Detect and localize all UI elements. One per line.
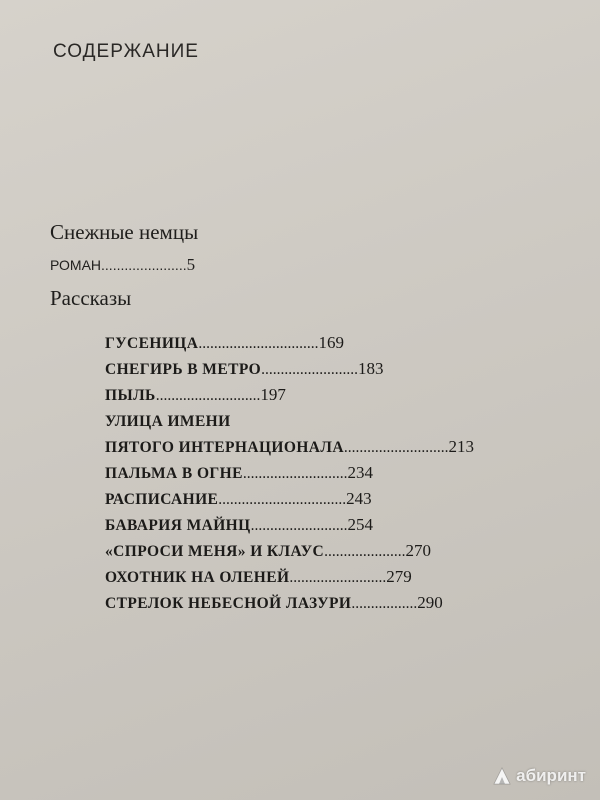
toc-entry[interactable] bbox=[105, 382, 474, 408]
page-number: 290 bbox=[417, 593, 443, 612]
story-title: СТРЕЛОК НЕБЕСНОЙ ЛАЗУРИ bbox=[105, 595, 352, 612]
dot-leader: ......................... bbox=[289, 569, 387, 586]
stories-list bbox=[105, 330, 474, 616]
toc-entry[interactable] bbox=[105, 356, 474, 382]
dot-leader: ................. bbox=[351, 595, 418, 612]
labirint-watermark bbox=[492, 766, 586, 786]
contents-title: СОДЕРЖАНИЕ bbox=[53, 41, 199, 62]
toc-entry[interactable] bbox=[105, 408, 474, 434]
toc-entry[interactable] bbox=[105, 486, 474, 512]
dot-leader: ...................... bbox=[101, 257, 187, 273]
page-number: 234 bbox=[347, 463, 373, 482]
story-title: ОХОТНИК НА ОЛЕНЕЙ bbox=[105, 569, 290, 586]
page-number: 279 bbox=[386, 567, 412, 586]
stories-heading: Рассказы bbox=[50, 286, 132, 310]
story-title: ГУСЕНИЦА bbox=[105, 335, 199, 352]
page-number: 254 bbox=[347, 515, 373, 534]
dot-leader: ................................. bbox=[218, 491, 347, 508]
toc-entry[interactable] bbox=[105, 538, 474, 564]
labirint-logo-icon bbox=[492, 766, 512, 786]
toc-entry[interactable] bbox=[105, 564, 474, 590]
dot-leader: ......................... bbox=[261, 361, 358, 378]
dot-leader: ........................... bbox=[343, 439, 449, 456]
story-title: ПАЛЬМА В ОГНЕ bbox=[105, 465, 243, 482]
story-title: БАВАРИЯ МАЙНЦ bbox=[105, 517, 251, 534]
watermark-text: абиринт bbox=[516, 766, 586, 785]
story-title: ПЫЛЬ bbox=[105, 387, 156, 404]
dot-leader: ..................... bbox=[324, 543, 406, 560]
story-title: РАСПИСАНИЕ bbox=[105, 491, 219, 508]
novel-label: РОМАН bbox=[50, 257, 102, 273]
dot-leader: ............................... bbox=[198, 335, 319, 352]
toc-entry[interactable] bbox=[105, 434, 474, 460]
toc-entry[interactable] bbox=[105, 330, 474, 356]
toc-entry[interactable] bbox=[105, 590, 474, 616]
novel-entry[interactable] bbox=[50, 255, 195, 275]
page-number: 197 bbox=[260, 385, 286, 404]
dot-leader: ........................... bbox=[155, 387, 261, 404]
dot-leader: ........................... bbox=[242, 465, 348, 482]
story-title: «СПРОСИ МЕНЯ» И КЛАУС bbox=[105, 543, 325, 560]
dot-leader: ......................... bbox=[250, 517, 348, 534]
toc-entry[interactable] bbox=[105, 460, 474, 486]
story-title: СНЕГИРЬ В МЕТРО bbox=[105, 361, 262, 378]
page-number: 5 bbox=[186, 255, 196, 274]
story-title: УЛИЦА ИМЕНИ bbox=[105, 413, 231, 430]
page-number: 213 bbox=[448, 437, 475, 456]
page-number: 270 bbox=[405, 541, 431, 560]
page-number: 169 bbox=[318, 333, 344, 352]
novel-title: Снежные немцы bbox=[50, 220, 199, 244]
story-title: ПЯТОГО ИНТЕРНАЦИОНАЛА bbox=[105, 439, 344, 456]
toc-entry[interactable] bbox=[105, 512, 474, 538]
page-number: 183 bbox=[357, 359, 384, 378]
page-number: 243 bbox=[346, 489, 372, 508]
